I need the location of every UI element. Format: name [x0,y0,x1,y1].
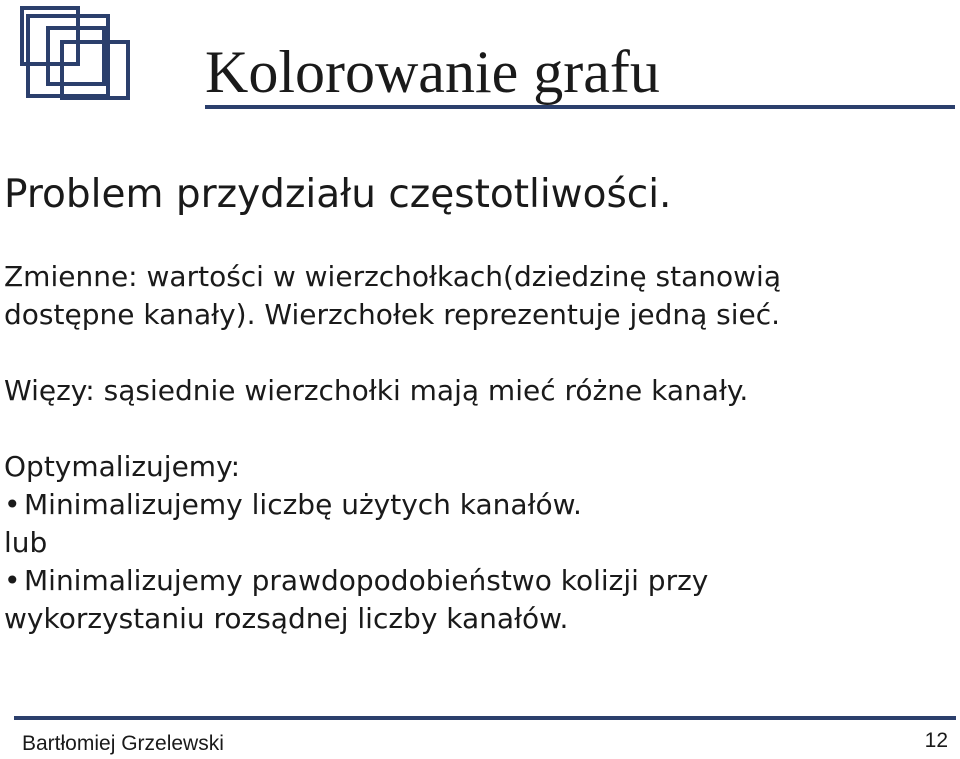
footer-divider [14,716,956,720]
optimization-paragraph [4,448,954,638]
footer-author: Bartłomiej Grzelewski [22,732,224,755]
bullet-2-continuation: wykorzystaniu rozsądnej liczby kanałów. [4,602,569,635]
bullet-item-2 [4,562,954,600]
constraints-paragraph [4,372,954,410]
bullet-1-text: Minimalizujemy liczbę użytych kanałów. [24,488,582,521]
optimize-label: Optymalizujemy: [4,450,241,483]
bullet-icon: • [4,564,21,597]
title-divider [205,105,955,109]
variables-line-2: dostępne kanały). Wierzchołek reprezentuje jedną sieć. [4,298,781,331]
or-label: lub [4,526,48,559]
page-number: 12 [924,729,948,752]
slide-body [4,170,954,638]
variables-paragraph [4,258,954,334]
constraints-line: Więzy: sąsiednie wierzchołki mają mieć różne kanały. [4,374,749,407]
slide-subtitle: Problem przydziału częstotliwości. [4,172,672,217]
logo-icon [20,6,132,102]
bullet-item-1 [4,486,954,524]
bullet-2-text: Minimalizujemy prawdopodobieństwo kolizji przy [24,564,709,597]
slide-title: Kolorowanie grafu [205,39,660,105]
bullet-icon: • [4,488,21,521]
variables-line-1: Zmienne: wartości w wierzchołkach(dziedzinę stanowią [4,260,781,293]
